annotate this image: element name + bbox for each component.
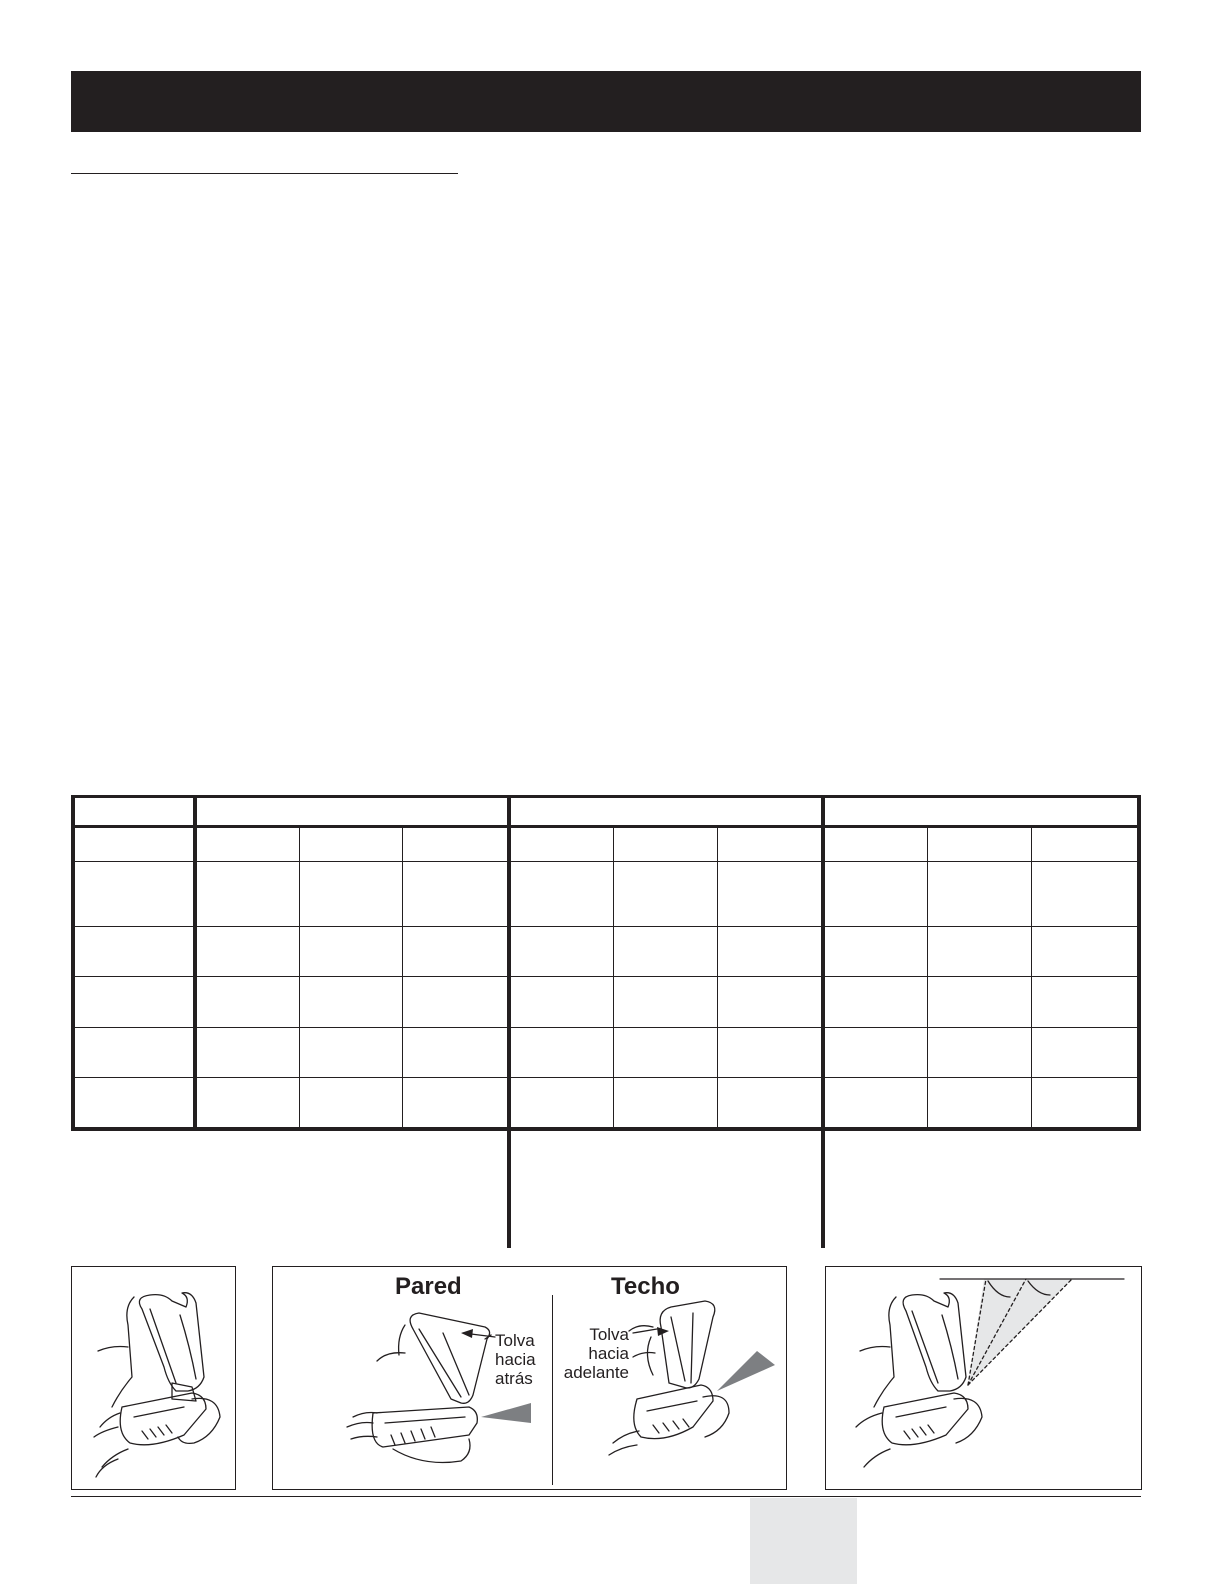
figure-grip	[71, 1266, 236, 1490]
table-group-divider	[821, 795, 825, 1131]
table-col-divider	[927, 826, 928, 1131]
figure-spray-angle	[825, 1266, 1142, 1490]
section-header-bar	[71, 71, 1141, 132]
wall-note-line: hacia	[495, 1350, 536, 1369]
table-border-top	[71, 795, 1141, 798]
table-row-divider	[71, 926, 1141, 927]
table-group-divider	[507, 795, 511, 1131]
table-row-divider	[71, 1027, 1141, 1028]
table-col-divider	[299, 826, 300, 1131]
table-border-left	[71, 795, 75, 1131]
table-col-divider	[1031, 826, 1032, 1131]
table-group-divider	[507, 1131, 511, 1248]
ceiling-note-line: adelante	[563, 1363, 629, 1382]
table-col-divider	[613, 826, 614, 1131]
heading-underline	[71, 173, 458, 174]
spray-fan-wall	[481, 1403, 531, 1423]
figure-hopper-position	[272, 1266, 787, 1490]
ceiling-note-line: Tolva	[589, 1325, 629, 1344]
wall-note-line: Tolva	[495, 1331, 535, 1350]
table-extension-lines	[71, 1131, 1141, 1248]
table-group-divider	[821, 1131, 825, 1248]
table-row-divider	[71, 861, 1141, 862]
table-border-right	[1137, 795, 1141, 1131]
arrow-wall	[461, 1329, 473, 1338]
arrow-ceiling	[657, 1327, 669, 1336]
table-row-divider	[71, 825, 1141, 828]
wall-note-line: atrás	[495, 1369, 533, 1388]
sprayer-hand-illustration	[72, 1267, 237, 1491]
ceiling-label: Techo	[611, 1273, 680, 1300]
table-row-divider	[71, 1077, 1141, 1078]
settings-table	[71, 795, 1141, 1131]
table-col-divider	[402, 826, 403, 1131]
page-number-tab	[750, 1498, 857, 1584]
ceiling-note-line: hacia	[588, 1344, 629, 1363]
spray-fan-ceiling	[717, 1351, 775, 1391]
table-col-divider	[717, 826, 718, 1131]
table-row-divider	[71, 976, 1141, 977]
spray-angle-illustration	[826, 1267, 1143, 1491]
hopper-illustrations	[273, 1267, 788, 1491]
footer-rule	[71, 1496, 1141, 1497]
wall-label: Pared	[395, 1273, 462, 1300]
table-group-divider	[193, 795, 197, 1131]
